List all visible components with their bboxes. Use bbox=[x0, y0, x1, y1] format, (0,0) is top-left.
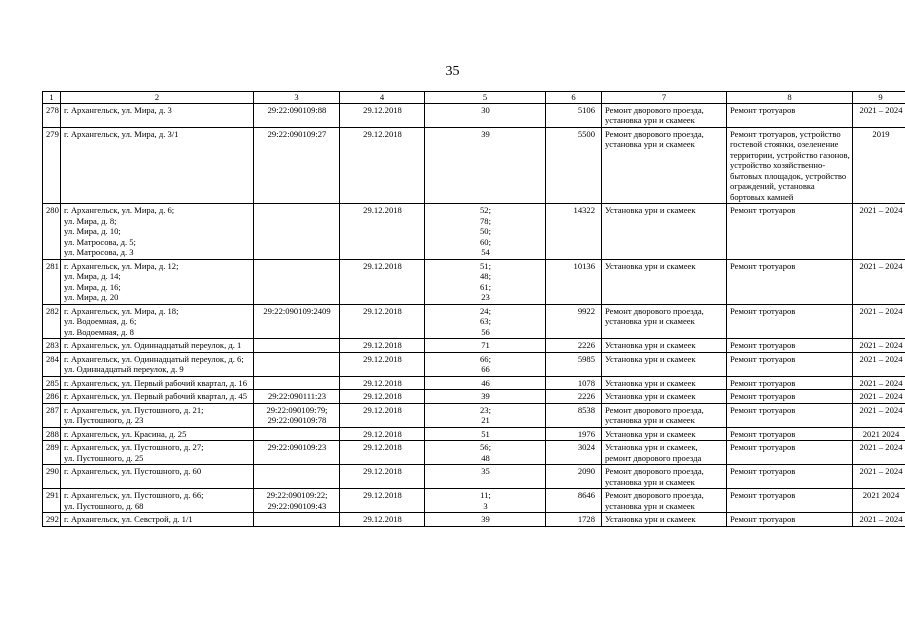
additional-work-cell: Ремонт тротуаров bbox=[727, 103, 853, 127]
amount-cell: 2226 bbox=[546, 390, 602, 404]
years-cell: 2021 – 2024 bbox=[853, 204, 905, 260]
row-number-cell: 285 bbox=[43, 376, 61, 390]
additional-work-cell: Ремонт тротуаров bbox=[727, 465, 853, 489]
years-cell: 2021 2024 bbox=[853, 489, 905, 513]
date-cell: 29.12.2018 bbox=[340, 103, 425, 127]
date-cell: 29.12.2018 bbox=[340, 127, 425, 204]
date-cell: 29.12.2018 bbox=[340, 259, 425, 304]
cadastral-number-cell bbox=[254, 339, 340, 353]
table-header-row bbox=[43, 92, 905, 104]
table-row bbox=[43, 427, 905, 441]
cadastral-number-cell: 29:22:090109:79; 29:22:090109:78 bbox=[254, 403, 340, 427]
cadastral-number-cell bbox=[254, 376, 340, 390]
address-cell: г. Архангельск, ул. Мира, д. 6; ул. Мира, д. 8; ул. Мира, д. 10; ул. Матросова, д. 5; ул. Матросова, д. 3 bbox=[61, 204, 254, 260]
years-cell: 2021 – 2024 bbox=[853, 465, 905, 489]
quantity-cell: 39 bbox=[425, 513, 546, 527]
column-header: 3 bbox=[254, 92, 340, 104]
row-number-cell: 289 bbox=[43, 441, 61, 465]
cadastral-number-cell: 29:22:090109:2409 bbox=[254, 304, 340, 339]
table-row bbox=[43, 513, 905, 527]
additional-work-cell: Ремонт тротуаров bbox=[727, 352, 853, 376]
quantity-cell: 71 bbox=[425, 339, 546, 353]
amount-cell: 10136 bbox=[546, 259, 602, 304]
cadastral-number-cell: 29:22:090109:88 bbox=[254, 103, 340, 127]
years-cell: 2021 – 2024 bbox=[853, 441, 905, 465]
quantity-cell: 39 bbox=[425, 127, 546, 204]
table-row bbox=[43, 465, 905, 489]
work-type-cell: Ремонт дворового проезда, установка урн и скамеек bbox=[602, 403, 727, 427]
date-cell: 29.12.2018 bbox=[340, 427, 425, 441]
years-cell: 2021 – 2024 bbox=[853, 339, 905, 353]
quantity-cell: 51 bbox=[425, 427, 546, 441]
cadastral-number-cell bbox=[254, 259, 340, 304]
address-cell: г. Архангельск, ул. Первый рабочий квартал, д. 45 bbox=[61, 390, 254, 404]
row-number-cell: 278 bbox=[43, 103, 61, 127]
row-number-cell: 292 bbox=[43, 513, 61, 527]
table-row bbox=[43, 403, 905, 427]
amount-cell: 1728 bbox=[546, 513, 602, 527]
address-cell: г. Архангельск, ул. Мира, д. 12; ул. Мира, д. 14; ул. Мира, д. 16; ул. Мира, д. 20 bbox=[61, 259, 254, 304]
cadastral-number-cell bbox=[254, 513, 340, 527]
address-cell: г. Архангельск, ул. Севстрой, д. 1/1 bbox=[61, 513, 254, 527]
work-type-cell: Установка урн и скамеек bbox=[602, 352, 727, 376]
date-cell: 29.12.2018 bbox=[340, 513, 425, 527]
address-cell: г. Архангельск, ул. Первый рабочий квартал, д. 16 bbox=[61, 376, 254, 390]
row-number-cell: 290 bbox=[43, 465, 61, 489]
document-table bbox=[42, 91, 905, 527]
table-row bbox=[43, 204, 905, 260]
work-type-cell: Установка урн и скамеек, ремонт дворового проезда bbox=[602, 441, 727, 465]
table-row bbox=[43, 127, 905, 204]
additional-work-cell: Ремонт тротуаров bbox=[727, 204, 853, 260]
years-cell: 2021 – 2024 bbox=[853, 403, 905, 427]
work-type-cell: Установка урн и скамеек bbox=[602, 390, 727, 404]
quantity-cell: 23; 21 bbox=[425, 403, 546, 427]
work-type-cell: Установка урн и скамеек bbox=[602, 339, 727, 353]
quantity-cell: 56; 48 bbox=[425, 441, 546, 465]
work-type-cell: Установка урн и скамеек bbox=[602, 204, 727, 260]
years-cell: 2021 – 2024 bbox=[853, 376, 905, 390]
page-number: 35 bbox=[445, 64, 460, 79]
amount-cell: 1976 bbox=[546, 427, 602, 441]
quantity-cell: 52; 78; 50; 60; 54 bbox=[425, 204, 546, 260]
quantity-cell: 24; 63; 56 bbox=[425, 304, 546, 339]
address-cell: г. Архангельск, ул. Пустошного, д. 60 bbox=[61, 465, 254, 489]
row-number-cell: 280 bbox=[43, 204, 61, 260]
years-cell: 2021 2024 bbox=[853, 427, 905, 441]
row-number-cell: 279 bbox=[43, 127, 61, 204]
amount-cell: 5500 bbox=[546, 127, 602, 204]
additional-work-cell: Ремонт тротуаров bbox=[727, 427, 853, 441]
years-cell: 2021 – 2024 bbox=[853, 304, 905, 339]
additional-work-cell: Ремонт тротуаров bbox=[727, 403, 853, 427]
amount-cell: 5106 bbox=[546, 103, 602, 127]
address-cell: г. Архангельск, ул. Пустошного, д. 66; ул. Пустошного, д. 68 bbox=[61, 489, 254, 513]
quantity-cell: 51; 48; 61; 23 bbox=[425, 259, 546, 304]
additional-work-cell: Ремонт тротуаров bbox=[727, 390, 853, 404]
address-cell: г. Архангельск, ул. Мира, д. 18; ул. Водоемная, д. 6; ул. Водоемная, д. 8 bbox=[61, 304, 254, 339]
date-cell: 29.12.2018 bbox=[340, 403, 425, 427]
additional-work-cell: Ремонт тротуаров bbox=[727, 489, 853, 513]
address-cell: г. Архангельск, ул. Мира, д. 3 bbox=[61, 103, 254, 127]
cadastral-number-cell bbox=[254, 465, 340, 489]
table-row bbox=[43, 441, 905, 465]
amount-cell: 1078 bbox=[546, 376, 602, 390]
cadastral-number-cell bbox=[254, 204, 340, 260]
column-header: 4 bbox=[340, 92, 425, 104]
column-header: 7 bbox=[602, 92, 727, 104]
additional-work-cell: Ремонт тротуаров bbox=[727, 339, 853, 353]
table-row bbox=[43, 259, 905, 304]
date-cell: 29.12.2018 bbox=[340, 204, 425, 260]
table-row bbox=[43, 304, 905, 339]
cadastral-number-cell: 29:22:090111:23 bbox=[254, 390, 340, 404]
cadastral-number-cell bbox=[254, 427, 340, 441]
amount-cell: 3024 bbox=[546, 441, 602, 465]
amount-cell: 5985 bbox=[546, 352, 602, 376]
table-row bbox=[43, 103, 905, 127]
amount-cell: 2090 bbox=[546, 465, 602, 489]
quantity-cell: 39 bbox=[425, 390, 546, 404]
cadastral-number-cell: 29:22:090109:23 bbox=[254, 441, 340, 465]
table-row bbox=[43, 352, 905, 376]
row-number-cell: 287 bbox=[43, 403, 61, 427]
address-cell: г. Архангельск, ул. Мира, д. 3/1 bbox=[61, 127, 254, 204]
years-cell: 2021 – 2024 bbox=[853, 390, 905, 404]
column-header: 8 bbox=[727, 92, 853, 104]
work-type-cell: Ремонт дворового проезда, установка урн и скамеек bbox=[602, 304, 727, 339]
cadastral-number-cell: 29:22:090109:27 bbox=[254, 127, 340, 204]
table-row bbox=[43, 390, 905, 404]
amount-cell: 14322 bbox=[546, 204, 602, 260]
date-cell: 29.12.2018 bbox=[340, 339, 425, 353]
address-cell: г. Архангельск, ул. Одиннадцатый переулок, д. 1 bbox=[61, 339, 254, 353]
cadastral-number-cell: 29:22:090109:22; 29:22:090109:43 bbox=[254, 489, 340, 513]
quantity-cell: 35 bbox=[425, 465, 546, 489]
table-row bbox=[43, 376, 905, 390]
work-type-cell: Установка урн и скамеек bbox=[602, 376, 727, 390]
additional-work-cell: Ремонт тротуаров bbox=[727, 441, 853, 465]
quantity-cell: 11; 3 bbox=[425, 489, 546, 513]
date-cell: 29.12.2018 bbox=[340, 304, 425, 339]
row-number-cell: 286 bbox=[43, 390, 61, 404]
years-cell: 2021 – 2024 bbox=[853, 259, 905, 304]
row-number-cell: 284 bbox=[43, 352, 61, 376]
date-cell: 29.12.2018 bbox=[340, 390, 425, 404]
amount-cell: 8538 bbox=[546, 403, 602, 427]
amount-cell: 8646 bbox=[546, 489, 602, 513]
work-type-cell: Установка урн и скамеек bbox=[602, 427, 727, 441]
work-type-cell: Ремонт дворового проезда, установка урн и скамеек bbox=[602, 489, 727, 513]
years-cell: 2019 bbox=[853, 127, 905, 204]
amount-cell: 2226 bbox=[546, 339, 602, 353]
years-cell: 2021 – 2024 bbox=[853, 352, 905, 376]
table-body bbox=[43, 103, 905, 526]
quantity-cell: 66; 66 bbox=[425, 352, 546, 376]
additional-work-cell: Ремонт тротуаров bbox=[727, 304, 853, 339]
column-header: 9 bbox=[853, 92, 905, 104]
quantity-cell: 30 bbox=[425, 103, 546, 127]
years-cell: 2021 – 2024 bbox=[853, 103, 905, 127]
cadastral-number-cell bbox=[254, 352, 340, 376]
column-header: 5 bbox=[425, 92, 546, 104]
work-type-cell: Установка урн и скамеек bbox=[602, 259, 727, 304]
date-cell: 29.12.2018 bbox=[340, 489, 425, 513]
additional-work-cell: Ремонт тротуаров, устройство гостевой стоянки, озеленение территории, устройство газонов, устройство хозяйственно-бытовых площадок, устройство ограждений, установка бортовых камней bbox=[727, 127, 853, 204]
address-cell: г. Архангельск, ул. Пустошного, д. 21; ул. Пустошного, д. 23 bbox=[61, 403, 254, 427]
row-number-cell: 288 bbox=[43, 427, 61, 441]
address-cell: г. Архангельск, ул. Пустошного, д. 27; ул. Пустошного, д. 25 bbox=[61, 441, 254, 465]
table-row bbox=[43, 489, 905, 513]
row-number-cell: 282 bbox=[43, 304, 61, 339]
date-cell: 29.12.2018 bbox=[340, 465, 425, 489]
quantity-cell: 46 bbox=[425, 376, 546, 390]
work-type-cell: Ремонт дворового проезда, установка урн и скамеек bbox=[602, 103, 727, 127]
work-type-cell: Ремонт дворового проезда, установка урн и скамеек bbox=[602, 465, 727, 489]
additional-work-cell: Ремонт тротуаров bbox=[727, 259, 853, 304]
date-cell: 29.12.2018 bbox=[340, 441, 425, 465]
amount-cell: 9922 bbox=[546, 304, 602, 339]
additional-work-cell: Ремонт тротуаров bbox=[727, 513, 853, 527]
row-number-cell: 283 bbox=[43, 339, 61, 353]
column-header: 6 bbox=[546, 92, 602, 104]
address-cell: г. Архангельск, ул. Одиннадцатый переулок, д. 6; ул. Одиннадцатый переулок, д. 9 bbox=[61, 352, 254, 376]
date-cell: 29.12.2018 bbox=[340, 376, 425, 390]
column-header: 2 bbox=[61, 92, 254, 104]
row-number-cell: 291 bbox=[43, 489, 61, 513]
years-cell: 2021 – 2024 bbox=[853, 513, 905, 527]
work-type-cell: Установка урн и скамеек bbox=[602, 513, 727, 527]
date-cell: 29.12.2018 bbox=[340, 352, 425, 376]
additional-work-cell: Ремонт тротуаров bbox=[727, 376, 853, 390]
table-row bbox=[43, 339, 905, 353]
address-cell: г. Архангельск, ул. Красина, д. 25 bbox=[61, 427, 254, 441]
row-number-cell: 281 bbox=[43, 259, 61, 304]
column-header: 1 bbox=[43, 92, 61, 104]
work-type-cell: Ремонт дворового проезда, установка урн и скамеек bbox=[602, 127, 727, 204]
